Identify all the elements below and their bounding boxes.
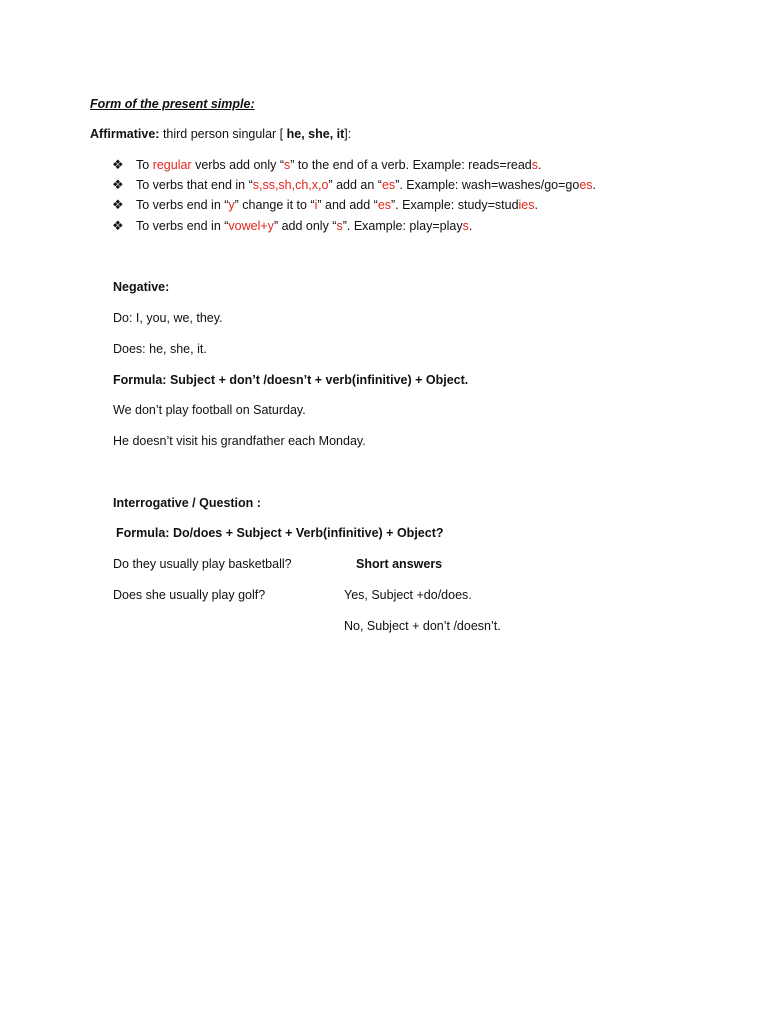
bullet-text: ” add an “ (328, 178, 382, 192)
diamond-bullet-icon: ❖ (112, 157, 124, 172)
highlighted-text: s (284, 158, 291, 172)
highlighted-text: s,ss,sh,ch,x,o (252, 178, 329, 192)
highlighted-text: vowel+y (228, 219, 274, 233)
negative-formula: Formula: Subject + don’t /doesn’t + verb(infinitive) + Object. (113, 373, 469, 387)
bullet-item (136, 197, 538, 213)
bullet-text: To (136, 158, 153, 172)
highlighted-text: regular (152, 158, 192, 172)
highlighted-text: es (377, 198, 392, 212)
bullet-text: ”. Example: wash=washes/go=go (395, 178, 580, 192)
bullet-text: verbs add only “ (191, 158, 285, 172)
bullet-text: . (592, 178, 597, 192)
highlighted-text: s (336, 219, 343, 233)
highlighted-text: s (462, 219, 469, 233)
diamond-bullet-icon: ❖ (112, 177, 124, 192)
answer-no: No, Subject + don’t /doesn’t. (344, 619, 501, 633)
bullet-item (136, 157, 541, 173)
highlighted-text: y (228, 198, 235, 212)
short-answers-heading: Short answers (356, 557, 443, 571)
affirmative-text-after: ]: (344, 127, 352, 141)
interrogative-formula: Formula: Do/does + Subject + Verb(infinitive) + Object? (116, 526, 444, 540)
negative-example-1: We don’t play football on Saturday. (113, 403, 306, 417)
negative-heading: Negative: (113, 280, 170, 294)
answer-yes: Yes, Subject +do/does. (344, 588, 472, 602)
affirmative-text-before: third person singular [ (159, 127, 287, 141)
question-1: Do they usually play basketball? (113, 557, 292, 571)
diamond-bullet-icon: ❖ (112, 197, 124, 212)
affirmative-persons: he, she, it (286, 127, 345, 141)
bullet-text: To verbs end in “ (136, 219, 229, 233)
bullet-text: To verbs that end in “ (136, 178, 253, 192)
bullet-text: . (534, 198, 538, 212)
bullet-item (136, 218, 472, 234)
highlighted-text: i (314, 198, 318, 212)
bullet-text: ” add only “ (273, 219, 337, 233)
bullet-text: To verbs end in “ (136, 198, 229, 212)
interrogative-heading: Interrogative / Question : (113, 496, 261, 510)
bullet-text: ” change it to “ (234, 198, 315, 212)
highlighted-text: es (381, 178, 396, 192)
bullet-item (136, 177, 596, 193)
negative-example-2: He doesn’t visit his grandfather each Monday. (113, 434, 366, 448)
question-2: Does she usually play golf? (113, 588, 266, 602)
bullet-text: ”. Example: study=stud (391, 198, 519, 212)
highlighted-text: es (579, 178, 593, 192)
bullet-text: ” to the end of a verb. Example: reads=read (290, 158, 532, 172)
bullet-text: ”. Example: play=play (342, 219, 463, 233)
bullet-text: ” and add “ (317, 198, 378, 212)
bullet-text: . (538, 158, 542, 172)
highlighted-text: s (531, 158, 538, 172)
highlighted-text: ies (518, 198, 535, 212)
diamond-bullet-icon: ❖ (112, 218, 124, 233)
affirmative-label: Affirmative: (90, 127, 160, 141)
affirmative-line (90, 126, 351, 142)
page-title: Form of the present simple: (90, 97, 255, 111)
bullet-text: . (468, 219, 473, 233)
negative-does-line: Does: he, she, it. (113, 342, 207, 356)
negative-do-line: Do: I, you, we, they. (113, 311, 223, 325)
